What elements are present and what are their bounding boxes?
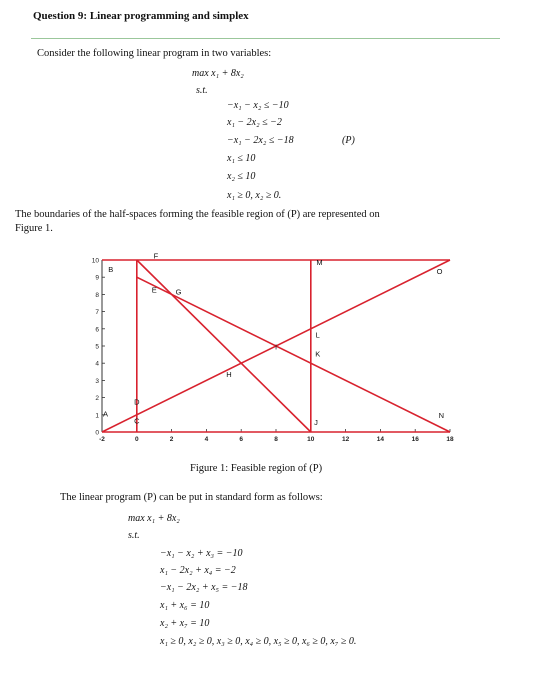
y-tick-label: 8 — [95, 291, 99, 299]
y-tick-label: 7 — [95, 309, 99, 317]
divider — [31, 38, 500, 39]
constraint-5: x₂ ≤ 10 — [227, 171, 256, 182]
constraint-1: −x₁ − x₂ ≤ −10 — [227, 100, 289, 111]
y-tick-label: 3 — [95, 377, 99, 385]
feasible-region-chart — [80, 252, 460, 457]
x-tick-label: 0 — [134, 436, 139, 443]
point-label-a: A — [102, 409, 108, 419]
point-label-e: E — [151, 285, 157, 295]
point-label-n: N — [438, 411, 445, 421]
figure-caption: Figure 1: Feasible region of (P) — [190, 463, 323, 474]
point-label-b: B — [108, 265, 114, 275]
standard-constraint-1: −x₁ − x₂ + x₃ = −10 — [160, 548, 243, 559]
standard-constraint-4: x₁ + x₆ = 10 — [160, 600, 210, 611]
x-tick-label: 14 — [376, 436, 385, 443]
point-label-f: F — [153, 252, 159, 261]
x-tick-label: 12 — [341, 436, 350, 443]
point-label-j: J — [314, 418, 318, 428]
x-tick-label: -2 — [99, 436, 105, 443]
standard-constraint-5: x₂ + x₇ = 10 — [160, 618, 210, 629]
x-tick-label: 18 — [446, 436, 454, 443]
y-tick-label: 10 — [91, 257, 99, 265]
boundary-text-2: Figure 1. — [15, 223, 53, 234]
objective: max x₁ + 8x₂ — [192, 68, 244, 79]
standard-intro: The linear program (P) can be put in standard form as follows: — [60, 492, 323, 503]
constraint-line-3 — [137, 277, 450, 432]
y-tick-label: 4 — [95, 360, 99, 368]
x-tick-label: 6 — [239, 436, 244, 443]
standard-constraint-2: x₁ − 2x₂ + x₄ = −2 — [160, 565, 236, 576]
standard-constraint-6: x₁ ≥ 0, x₂ ≥ 0, x₃ ≥ 0, x₄ ≥ 0, x₅ ≥ 0, x₆ ≥ 0, x₇ ≥ 0. — [160, 636, 357, 647]
y-tick-label: 6 — [95, 326, 99, 334]
standard-objective: max x₁ + 8x₂ — [128, 513, 180, 524]
standard-subject-to: s.t. — [128, 530, 140, 541]
point-label-l: L — [315, 330, 320, 340]
point-label-c: C — [134, 416, 140, 426]
x-tick-label: 10 — [307, 436, 315, 443]
intro-text: Consider the following linear program in two variables: — [37, 48, 272, 59]
point-label-m: M — [316, 258, 323, 268]
constraint-4: x₁ ≤ 10 — [227, 153, 256, 164]
point-label-g: G — [175, 287, 182, 297]
question-title: Question 9: Linear programming and simplex — [33, 10, 249, 22]
boundary-text-1: The boundaries of the half-spaces forming the feasible region of (P) are represented on — [15, 209, 380, 220]
x-tick-label: 4 — [204, 436, 209, 443]
constraint-line-1 — [137, 260, 311, 432]
point-label-d: D — [134, 397, 140, 407]
point-label-k: K — [315, 349, 321, 359]
x-tick-label: 16 — [411, 436, 419, 443]
y-tick-label: 5 — [95, 343, 99, 351]
point-label-i: I — [274, 342, 278, 352]
constraint-2: x₁ − 2x₂ ≤ −2 — [227, 117, 282, 128]
constraint-3: −x₁ − 2x₂ ≤ −18 — [227, 135, 294, 146]
constraint-6: x₁ ≥ 0, x₂ ≥ 0. — [227, 190, 282, 201]
point-label-o: O — [436, 266, 443, 276]
y-tick-label: 0 — [95, 429, 99, 437]
program-label: (P) — [342, 135, 355, 146]
x-tick-label: 2 — [169, 436, 174, 443]
x-tick-label: 8 — [274, 436, 278, 443]
subject-to: s.t. — [196, 85, 208, 96]
y-tick-label: 2 — [95, 395, 99, 403]
point-label-h: H — [226, 369, 232, 379]
y-tick-label: 1 — [95, 412, 99, 420]
y-tick-label: 9 — [95, 274, 99, 282]
standard-constraint-3: −x₁ − 2x₂ + x₅ = −18 — [160, 582, 248, 593]
